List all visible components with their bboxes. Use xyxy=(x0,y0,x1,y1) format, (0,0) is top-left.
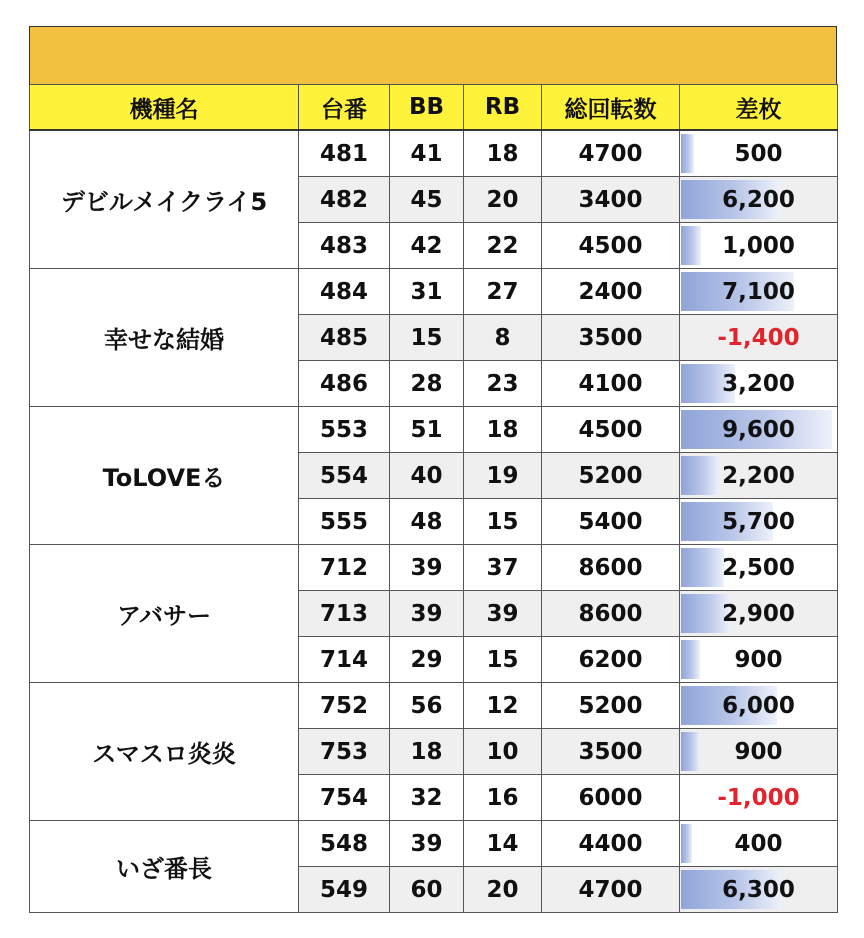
bb-cell: 18 xyxy=(390,729,464,775)
machine-cell: 485 xyxy=(299,315,390,361)
table-body xyxy=(30,130,838,913)
diff-cell xyxy=(680,729,838,775)
machine-cell: 753 xyxy=(299,729,390,775)
machine-cell: 713 xyxy=(299,591,390,637)
diff-data-bar xyxy=(681,732,700,771)
bb-cell: 60 xyxy=(390,867,464,913)
machine-cell: 484 xyxy=(299,269,390,315)
diff-value: 2,900 xyxy=(722,600,795,627)
header-bb: BB xyxy=(390,85,464,131)
rb-cell: 15 xyxy=(464,499,542,545)
results-table xyxy=(29,84,838,913)
diff-cell xyxy=(680,637,838,683)
spins-cell: 6000 xyxy=(542,775,680,821)
spins-cell: 4100 xyxy=(542,361,680,407)
diff-value: 2,500 xyxy=(722,554,795,581)
diff-cell xyxy=(680,407,838,453)
model-name-cell: アバサー xyxy=(30,545,299,683)
model-name-cell: スマスロ炎炎 xyxy=(30,683,299,821)
spins-cell: 5200 xyxy=(542,683,680,729)
rb-cell: 22 xyxy=(464,223,542,269)
header-spins: 総回転数 xyxy=(542,85,680,131)
machine-cell: 486 xyxy=(299,361,390,407)
diff-value: 400 xyxy=(734,830,783,857)
model-name-cell: 幸せな結婚 xyxy=(30,269,299,407)
bb-cell: 39 xyxy=(390,591,464,637)
spins-cell: 3500 xyxy=(542,729,680,775)
bb-cell: 32 xyxy=(390,775,464,821)
spins-cell: 4700 xyxy=(542,130,680,177)
rb-cell: 20 xyxy=(464,867,542,913)
diff-value: 900 xyxy=(734,738,783,765)
diff-cell xyxy=(680,545,838,591)
diff-data-bar xyxy=(681,640,700,679)
spins-cell: 3500 xyxy=(542,315,680,361)
diff-cell xyxy=(680,177,838,223)
rb-cell: 20 xyxy=(464,177,542,223)
machine-cell: 553 xyxy=(299,407,390,453)
rb-cell: 8 xyxy=(464,315,542,361)
machine-cell: 483 xyxy=(299,223,390,269)
rb-cell: 27 xyxy=(464,269,542,315)
machine-cell: 752 xyxy=(299,683,390,729)
rb-cell: 16 xyxy=(464,775,542,821)
model-name-cell: いざ番長 xyxy=(30,821,299,913)
diff-value: 3,200 xyxy=(722,370,795,397)
diff-value: 6,000 xyxy=(722,692,795,719)
diff-value: 7,100 xyxy=(722,278,795,305)
bb-cell: 40 xyxy=(390,453,464,499)
header-diff: 差枚 xyxy=(680,85,838,131)
header-model: 機種名 xyxy=(30,85,299,131)
spins-cell: 5400 xyxy=(542,499,680,545)
diff-cell xyxy=(680,775,838,821)
machine-cell: 754 xyxy=(299,775,390,821)
diff-cell xyxy=(680,683,838,729)
diff-cell xyxy=(680,453,838,499)
spins-cell: 5200 xyxy=(542,453,680,499)
table-row xyxy=(30,545,838,591)
diff-data-bar xyxy=(681,824,692,863)
rb-cell: 10 xyxy=(464,729,542,775)
machine-cell: 714 xyxy=(299,637,390,683)
diff-cell xyxy=(680,223,838,269)
bb-cell: 28 xyxy=(390,361,464,407)
diff-cell xyxy=(680,361,838,407)
rb-cell: 39 xyxy=(464,591,542,637)
diff-cell xyxy=(680,591,838,637)
model-name-cell: ToLOVEる xyxy=(30,407,299,545)
rb-cell: 12 xyxy=(464,683,542,729)
diff-value: -1,400 xyxy=(717,324,800,351)
bb-cell: 41 xyxy=(390,130,464,177)
spins-cell: 8600 xyxy=(542,545,680,591)
bb-cell: 29 xyxy=(390,637,464,683)
bb-cell: 51 xyxy=(390,407,464,453)
diff-value: 1,000 xyxy=(722,232,795,259)
machine-cell: 548 xyxy=(299,821,390,867)
table-row xyxy=(30,821,838,867)
diff-cell xyxy=(680,315,838,361)
spins-cell: 4500 xyxy=(542,223,680,269)
diff-cell xyxy=(680,821,838,867)
diff-data-bar xyxy=(681,456,719,495)
machine-cell: 549 xyxy=(299,867,390,913)
machine-cell: 712 xyxy=(299,545,390,591)
title-banner xyxy=(29,26,837,84)
spins-cell: 4400 xyxy=(542,821,680,867)
bb-cell: 15 xyxy=(390,315,464,361)
diff-value: 500 xyxy=(734,140,783,167)
rb-cell: 19 xyxy=(464,453,542,499)
bb-cell: 42 xyxy=(390,223,464,269)
table-row xyxy=(30,683,838,729)
table-row xyxy=(30,407,838,453)
machine-cell: 481 xyxy=(299,130,390,177)
rb-cell: 15 xyxy=(464,637,542,683)
spins-cell: 4700 xyxy=(542,867,680,913)
diff-data-bar xyxy=(681,226,701,265)
spins-cell: 8600 xyxy=(542,591,680,637)
rb-cell: 14 xyxy=(464,821,542,867)
table-row xyxy=(30,269,838,315)
spins-cell: 2400 xyxy=(542,269,680,315)
diff-value: 9,600 xyxy=(722,416,795,443)
diff-cell xyxy=(680,130,838,177)
diff-cell xyxy=(680,499,838,545)
diff-data-bar xyxy=(681,134,694,173)
diff-data-bar xyxy=(681,548,724,587)
diff-value: 6,200 xyxy=(722,186,795,213)
header-machine: 台番 xyxy=(299,85,390,131)
bb-cell: 39 xyxy=(390,821,464,867)
table-row xyxy=(30,130,838,177)
machine-cell: 555 xyxy=(299,499,390,545)
machine-cell: 554 xyxy=(299,453,390,499)
diff-value: -1,000 xyxy=(717,784,800,811)
diff-value: 900 xyxy=(734,646,783,673)
diff-cell xyxy=(680,269,838,315)
bb-cell: 39 xyxy=(390,545,464,591)
machine-cell: 482 xyxy=(299,177,390,223)
diff-cell xyxy=(680,867,838,913)
header-row xyxy=(30,85,838,131)
diff-value: 5,700 xyxy=(722,508,795,535)
results-panel xyxy=(29,26,837,913)
diff-value: 6,300 xyxy=(722,876,795,903)
bb-cell: 48 xyxy=(390,499,464,545)
bb-cell: 31 xyxy=(390,269,464,315)
spins-cell: 4500 xyxy=(542,407,680,453)
rb-cell: 18 xyxy=(464,130,542,177)
bb-cell: 45 xyxy=(390,177,464,223)
rb-cell: 18 xyxy=(464,407,542,453)
model-name-cell: デビルメイクライ5 xyxy=(30,130,299,269)
rb-cell: 37 xyxy=(464,545,542,591)
spins-cell: 3400 xyxy=(542,177,680,223)
diff-value: 2,200 xyxy=(722,462,795,489)
spins-cell: 6200 xyxy=(542,637,680,683)
rb-cell: 23 xyxy=(464,361,542,407)
bb-cell: 56 xyxy=(390,683,464,729)
header-rb: RB xyxy=(464,85,542,131)
